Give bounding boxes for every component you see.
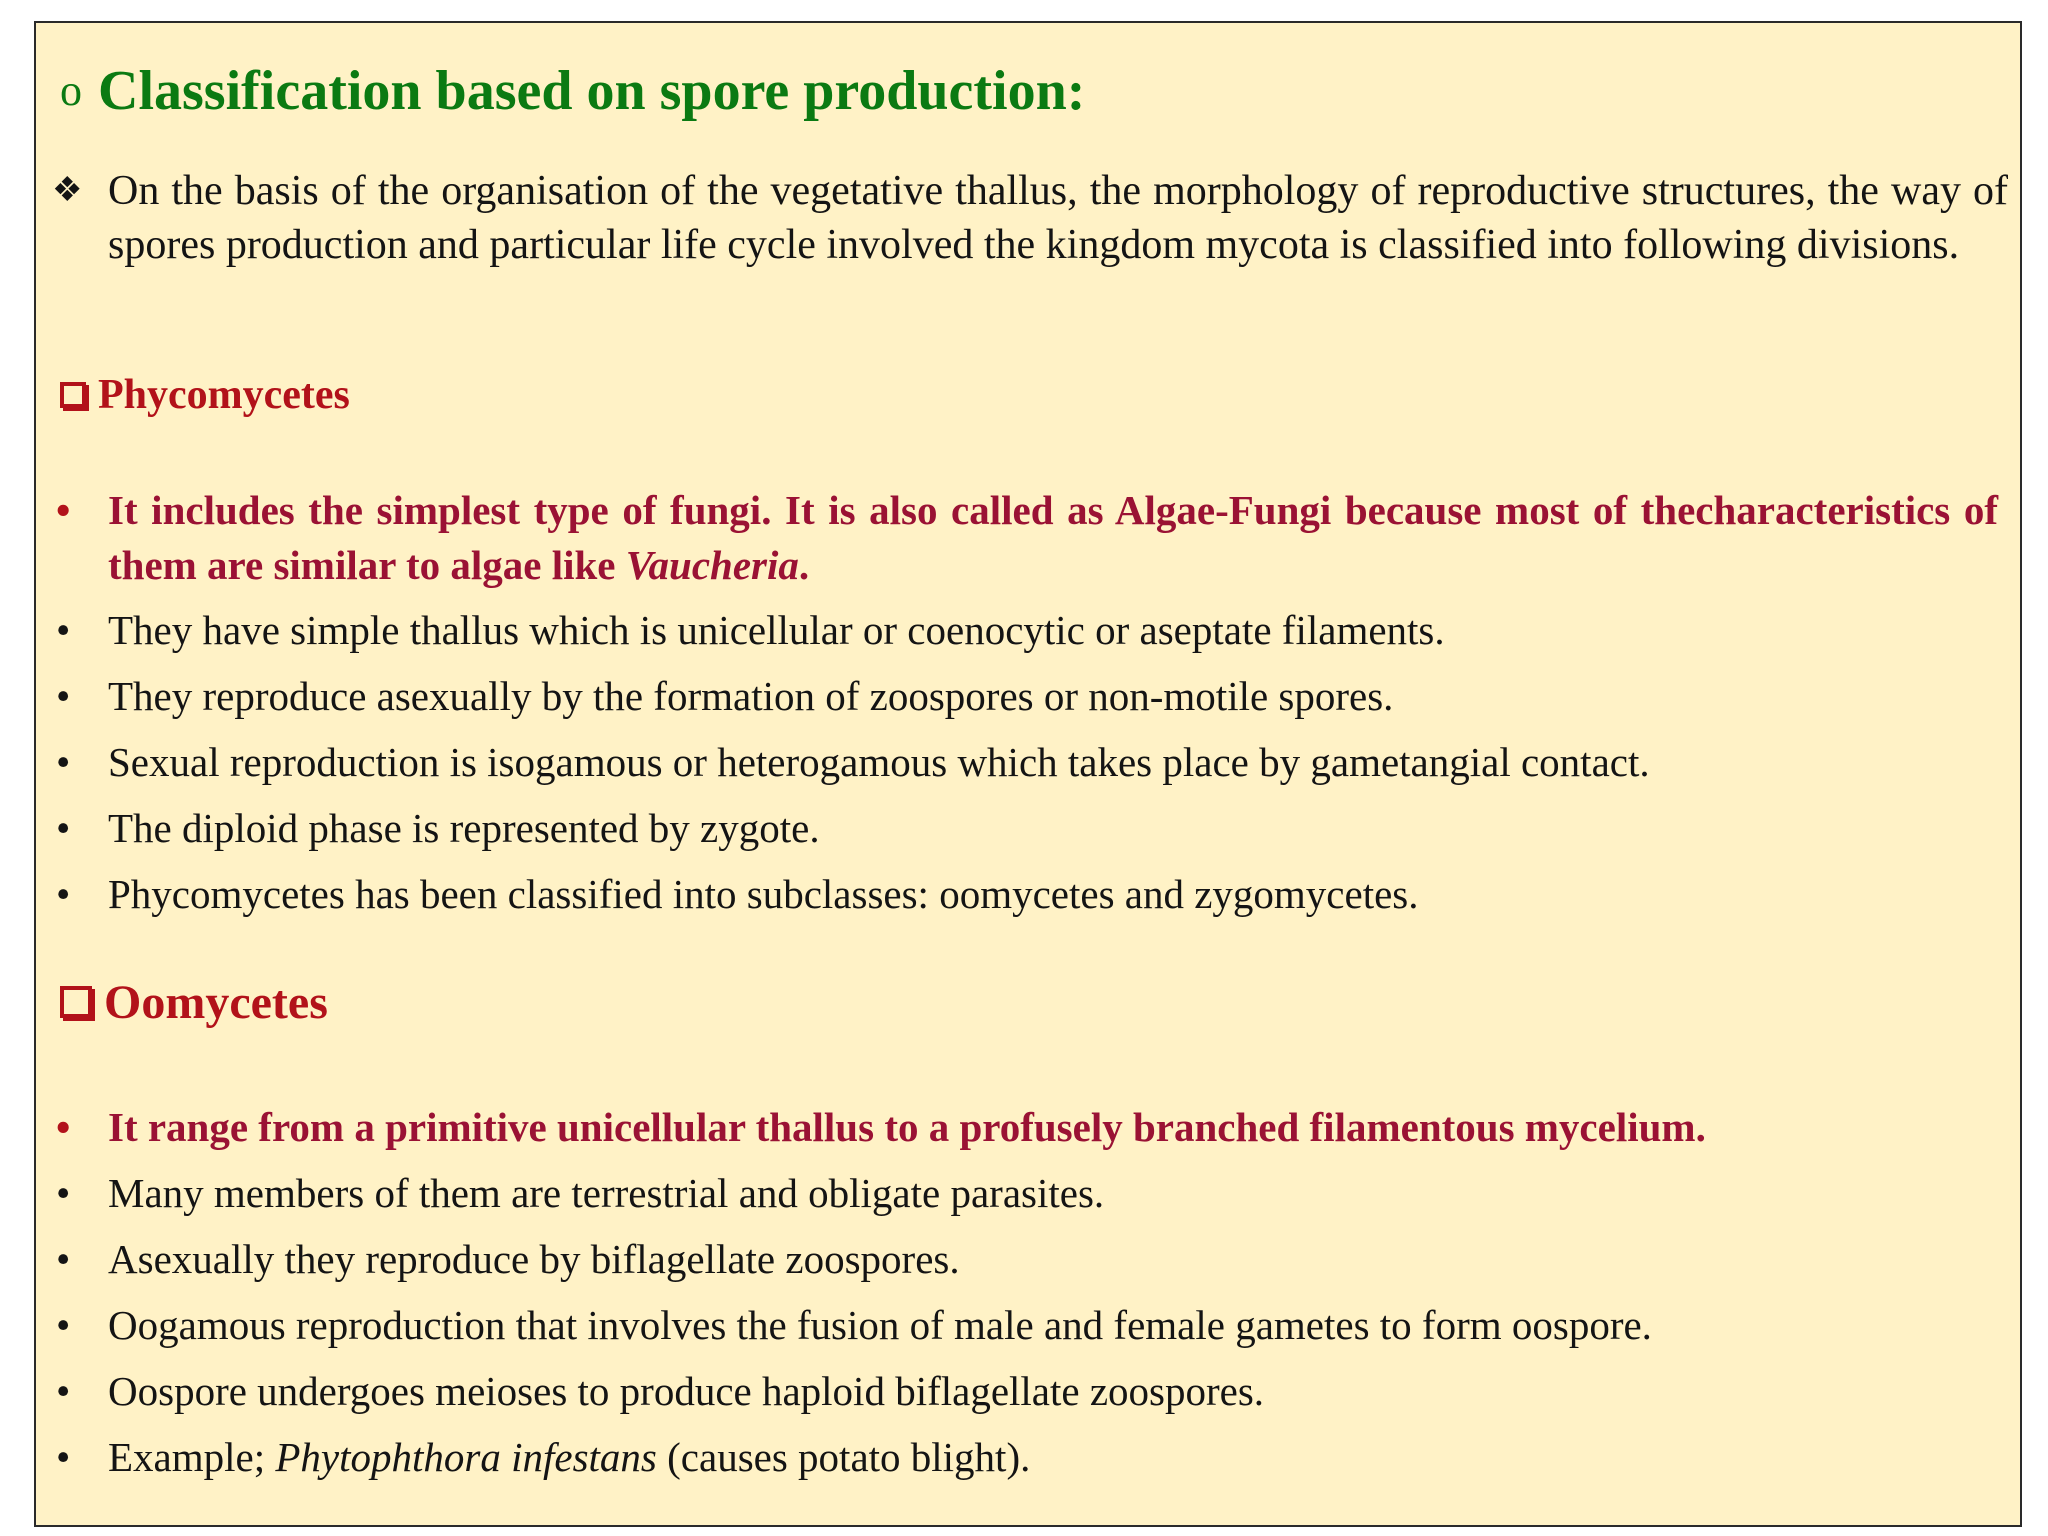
list-item <box>56 669 2038 724</box>
slide <box>34 21 2022 1527</box>
highlight-bullet-phycomycetes <box>56 483 1998 593</box>
highlight-end: . <box>798 542 810 588</box>
list-item <box>56 1298 2038 1353</box>
list-item <box>56 1364 2038 1419</box>
heading-phycomycetes-text: Phycomycetes <box>98 372 350 418</box>
bullet-dot-icon: • <box>56 1104 71 1150</box>
bullet-dot-icon: • <box>56 1368 71 1414</box>
heading-phycomycetes <box>60 368 350 422</box>
list-item <box>56 867 2038 922</box>
list-item-text: Oospore undergoes meioses to produce haploid biflagellate zoospores. <box>108 1368 1265 1414</box>
list-item-text: Sexual reproduction is isogamous or heterogamous which takes place by gametangial contact. <box>108 739 1650 785</box>
example-suffix: (causes potato blight). <box>656 1434 1031 1480</box>
bullet-dot-icon: • <box>56 1302 71 1348</box>
bullet-dot-icon: • <box>56 871 71 917</box>
title-text: Classification based on spore production: <box>98 60 1086 122</box>
bullet-dot-icon: • <box>56 673 71 719</box>
bullet-dot-icon: • <box>56 607 71 653</box>
heading-oomycetes <box>60 973 328 1033</box>
checkbox-square-icon <box>60 382 86 408</box>
checkbox-square-icon <box>60 986 92 1018</box>
list-item-text: Oogamous reproduction that involves the fusion of male and female gametes to form oospore. <box>108 1302 1652 1348</box>
list-item <box>56 603 2038 658</box>
list-item <box>56 1232 2038 1287</box>
list-item <box>56 735 2038 790</box>
bullet-dot-icon: • <box>56 1434 71 1480</box>
bullet-dot-icon: • <box>56 805 71 851</box>
intro-paragraph <box>52 164 2008 272</box>
list-item-example <box>56 1430 2038 1485</box>
highlight-bullet-oomycetes <box>56 1100 2038 1155</box>
bullet-dot-icon: • <box>56 1236 71 1282</box>
list-item-text: The diploid phase is represented by zygote. <box>108 805 820 851</box>
intro-text: On the basis of the organisation of the vegetative thallus, the morphology of reproductive structures, the way of spores production and particular life cycle involved the kingdom mycota is classified into following divisions. <box>108 168 2008 268</box>
highlight-italic-term: Vaucheria <box>625 542 799 588</box>
list-item-text: Asexually they reproduce by biflagellate zoospores. <box>108 1236 960 1282</box>
list-item <box>56 1166 2038 1221</box>
example-species: Phytophthora infestans <box>275 1434 657 1480</box>
slide-title <box>60 60 1086 122</box>
list-item-text: They have simple thallus which is unicellular or coenocytic or aseptate filaments. <box>108 607 1445 653</box>
bullet-dot-icon: • <box>56 739 71 785</box>
bullet-dot-icon: • <box>56 1170 71 1216</box>
highlight-text: It range from a primitive unicellular thallus to a profusely branched filamentous mycelium. <box>108 1104 1706 1150</box>
title-bullet-icon: o <box>60 66 82 115</box>
example-prefix: Example; <box>108 1434 276 1480</box>
list-item <box>56 801 2038 856</box>
list-item-text: Many members of them are terrestrial and obligate parasites. <box>108 1170 1105 1216</box>
highlight-text: It includes the simplest type of fungi. It is also called as Algae-Fungi because most of thecharacteristics of them are similar to algae like <box>108 487 1998 588</box>
list-item-text: Phycomycetes has been classified into subclasses: oomycetes and zygomycetes. <box>108 871 1419 917</box>
diamond-bullet-icon: ❖ <box>52 172 83 209</box>
bullet-dot-icon: • <box>56 487 71 533</box>
list-item-text: They reproduce asexually by the formation of zoospores or non-motile spores. <box>108 673 1394 719</box>
heading-oomycetes-text: Oomycetes <box>104 976 328 1029</box>
